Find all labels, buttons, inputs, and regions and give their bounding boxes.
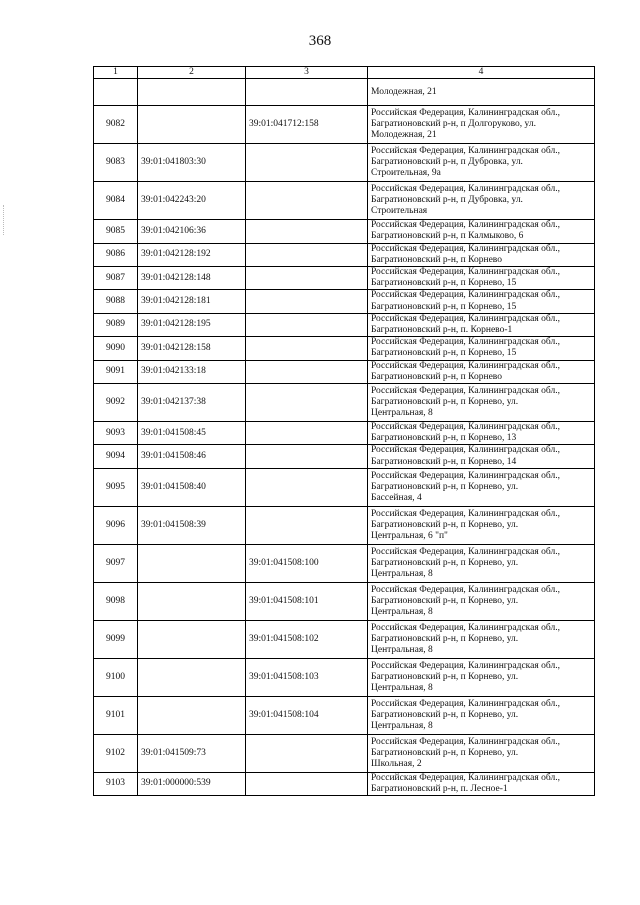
address-line: Багратионовский р-н, п Корнево, ул. [371,709,519,720]
address-line: Строительная, 9а [371,168,441,179]
address-cell [368,337,595,360]
address-line: Молодежная, 21 [371,86,437,97]
column-header: 2 [138,67,246,79]
cadastral-number-parcel: 39:01:000000:539 [138,772,246,795]
address-cell [368,267,595,290]
address-line: Багратионовский р-н, п Корнево, 15 [371,301,517,312]
cadastral-number-building [246,506,368,544]
cadastral-number-building [246,360,368,383]
address-line: Багратионовский р-н, п Корнево, 14 [371,456,517,467]
address-line: Российская Федерация, Калининградская обл., [371,313,560,324]
address-line: Российская Федерация, Калининградская обл., [371,220,560,231]
table-row [94,243,595,266]
header-row [94,67,595,79]
cadastral-number-building [246,468,368,506]
record-number: 9102 [94,734,138,772]
record-number: 9092 [94,384,138,422]
cadastral-number-building [246,422,368,445]
table-row [94,734,595,772]
address-cell [368,79,595,106]
record-number [94,79,138,106]
address-line: Багратионовский р-н, п Дубровка, ул. [371,157,523,168]
address-line: Российская Федерация, Калининградская обл., [371,385,560,396]
table-row [94,506,595,544]
address-cell [368,290,595,313]
table-row [94,337,595,360]
address-line: Багратионовский р-н, п Калмыково, 6 [371,231,524,242]
record-number: 9089 [94,313,138,336]
address-line: Багратионовский р-н, п Корнево, 15 [371,278,517,289]
address-cell [368,620,595,658]
address-line: Багратионовский р-н, п Корнево, ул. [371,747,519,758]
address-line: Российская Федерация, Калининградская обл., [371,267,560,278]
address-line: Багратионовский р-н, п Корнево, ул. [371,671,519,682]
cadastral-number-parcel [138,106,246,144]
record-number: 9100 [94,658,138,696]
address-line: Багратионовский р-н, п Корнево, ул. [371,481,519,492]
cadastral-number-building: 39:01:041508:103 [246,658,368,696]
address-line: Багратионовский р-н, п Корнево, ул. [371,557,519,568]
cadastral-number-parcel: 39:01:042128:158 [138,337,246,360]
address-line: Школьная, 2 [371,758,422,769]
address-line: Багратионовский р-н, п Корнево, ул. [371,595,519,606]
table-row [94,384,595,422]
cadastral-number-parcel: 39:01:042137:38 [138,384,246,422]
address-cell [368,445,595,468]
cadastral-number-parcel: 39:01:041508:39 [138,506,246,544]
address-cell [368,313,595,336]
cadastral-number-building: 39:01:041508:100 [246,544,368,582]
cadastral-number-parcel [138,79,246,106]
address-cell [368,384,595,422]
address-line: Российская Федерация, Калининградская обл., [371,546,560,557]
address-line: Российская Федерация, Калининградская обл., [371,360,560,371]
address-line: Российская Федерация, Калининградская обл., [371,290,560,301]
record-number: 9086 [94,243,138,266]
cadastral-number-building: 39:01:041508:101 [246,582,368,620]
page-number: 368 [308,33,332,49]
cadastral-number-building: 39:01:041712:158 [246,106,368,144]
cadastral-number-building [246,384,368,422]
address-line: Российская Федерация, Калининградская обл., [371,772,560,783]
address-line: Российская Федерация, Калининградская обл., [371,145,560,156]
table-row [94,290,595,313]
cadastral-number-parcel: 39:01:042128:192 [138,243,246,266]
address-line: Российская Федерация, Калининградская обл., [371,736,560,747]
cadastral-number-building [246,772,368,795]
column-header: 4 [368,67,595,79]
address-line: Багратионовский р-н, п Корнево [371,371,502,382]
address-line: Багратионовский р-н, п Корнево, ул. [371,519,519,530]
cadastral-number-building: 39:01:041508:104 [246,696,368,734]
address-line: Бассейная, 4 [371,492,422,503]
address-cell [368,360,595,383]
record-number: 9090 [94,337,138,360]
address-line: Молодежная, 21 [371,130,437,141]
cadastral-number-parcel: 39:01:041509:73 [138,734,246,772]
cadastral-number-parcel: 39:01:042133:18 [138,360,246,383]
registry-table [93,66,595,796]
address-cell [368,696,595,734]
cadastral-number-parcel [138,658,246,696]
address-cell [368,243,595,266]
address-line: Российская Федерация, Калининградская обл., [371,698,560,709]
record-number: 9087 [94,267,138,290]
cadastral-number-parcel: 39:01:041508:46 [138,445,246,468]
address-line: Багратионовский р-н, п Корнево [371,254,502,265]
cadastral-number-parcel: 39:01:041508:45 [138,422,246,445]
table-row [94,220,595,243]
cadastral-number-building [246,313,368,336]
table-row [94,582,595,620]
record-number: 9098 [94,582,138,620]
table-row [94,696,595,734]
record-number: 9103 [94,772,138,795]
table-row [94,620,595,658]
cadastral-number-parcel: 39:01:042106:36 [138,220,246,243]
table-body [94,79,595,796]
address-line: Российская Федерация, Калининградская обл., [371,584,560,595]
table-row [94,772,595,795]
address-line: Центральная, 8 [371,720,433,731]
table-row [94,544,595,582]
address-cell [368,734,595,772]
cadastral-number-parcel [138,696,246,734]
cadastral-number-parcel: 39:01:041803:30 [138,144,246,182]
address-line: Багратионовский р-н, п Корнево, 13 [371,433,517,444]
record-number: 9096 [94,506,138,544]
address-line: Строительная [371,206,428,217]
column-header: 1 [94,67,138,79]
record-number: 9088 [94,290,138,313]
cadastral-number-parcel: 39:01:042128:181 [138,290,246,313]
cadastral-number-building [246,79,368,106]
address-line: Российская Федерация, Калининградская обл., [371,660,560,671]
address-line: Центральная, 6 "п" [371,530,448,541]
address-line: Багратионовский р-н, п Корнево, ул. [371,633,519,644]
table-row [94,360,595,383]
record-number: 9097 [94,544,138,582]
address-cell [368,658,595,696]
cadastral-number-parcel: 39:01:042128:148 [138,267,246,290]
table-row [94,79,595,106]
record-number: 9093 [94,422,138,445]
record-number: 9095 [94,468,138,506]
address-line: Российская Федерация, Калининградская обл., [371,508,560,519]
address-line: Центральная, 8 [371,606,433,617]
address-cell [368,220,595,243]
address-line: Центральная, 8 [371,408,433,419]
cadastral-number-building [246,290,368,313]
cadastral-number-building [246,734,368,772]
cadastral-number-parcel [138,544,246,582]
cadastral-number-building: 39:01:041508:102 [246,620,368,658]
cadastral-number-building [246,267,368,290]
address-line: Российская Федерация, Калининградская обл., [371,470,560,481]
address-line: Российская Федерация, Калининградская обл., [371,445,560,456]
table-row [94,267,595,290]
record-number: 9085 [94,220,138,243]
address-cell [368,772,595,795]
cadastral-number-building [246,337,368,360]
column-header: 3 [246,67,368,79]
address-line: Багратионовский р-н, п Долгоруково, ул. [371,119,537,130]
address-line: Российская Федерация, Калининградская обл., [371,183,560,194]
table-row [94,106,595,144]
record-number: 9094 [94,445,138,468]
address-line: Российская Федерация, Калининградская обл., [371,107,560,118]
record-number: 9099 [94,620,138,658]
table-row [94,144,595,182]
address-line: Багратионовский р-н, п. Лесное-1 [371,784,508,795]
address-line: Багратионовский р-н, п Корнево, 15 [371,348,517,359]
address-line: Багратионовский р-н, п. Корнево-1 [371,325,513,336]
address-line: Центральная, 8 [371,568,433,579]
address-line: Багратионовский р-н, п Дубровка, ул. [371,195,523,206]
cadastral-number-parcel [138,620,246,658]
table-row [94,468,595,506]
record-number: 9082 [94,106,138,144]
table-row [94,182,595,220]
address-cell [368,582,595,620]
table-row [94,313,595,336]
cadastral-number-parcel: 39:01:042128:195 [138,313,246,336]
address-line: Багратионовский р-н, п Корнево, ул. [371,396,519,407]
cadastral-number-building [246,182,368,220]
cadastral-number-building [246,144,368,182]
record-number: 9083 [94,144,138,182]
address-cell [368,544,595,582]
address-cell [368,106,595,144]
address-line: Российская Федерация, Калининградская обл., [371,622,560,633]
cadastral-number-building [246,445,368,468]
address-cell [368,182,595,220]
address-cell [368,506,595,544]
cadastral-number-parcel: 39:01:042243:20 [138,182,246,220]
cadastral-number-parcel: 39:01:041508:40 [138,468,246,506]
table-row [94,445,595,468]
cadastral-number-building [246,220,368,243]
cadastral-number-building [246,243,368,266]
cadastral-number-parcel [138,582,246,620]
address-cell [368,468,595,506]
record-number: 9084 [94,182,138,220]
scan-margin-mark [3,205,14,235]
address-line: Центральная, 8 [371,682,433,693]
address-cell [368,144,595,182]
record-number: 9101 [94,696,138,734]
address-line: Российская Федерация, Калининградская обл., [371,422,560,433]
address-line: Российская Федерация, Калининградская обл., [371,243,560,254]
table-row [94,422,595,445]
table-row [94,658,595,696]
address-cell [368,422,595,445]
address-line: Центральная, 8 [371,644,433,655]
record-number: 9091 [94,360,138,383]
address-line: Российская Федерация, Калининградская обл., [371,337,560,348]
